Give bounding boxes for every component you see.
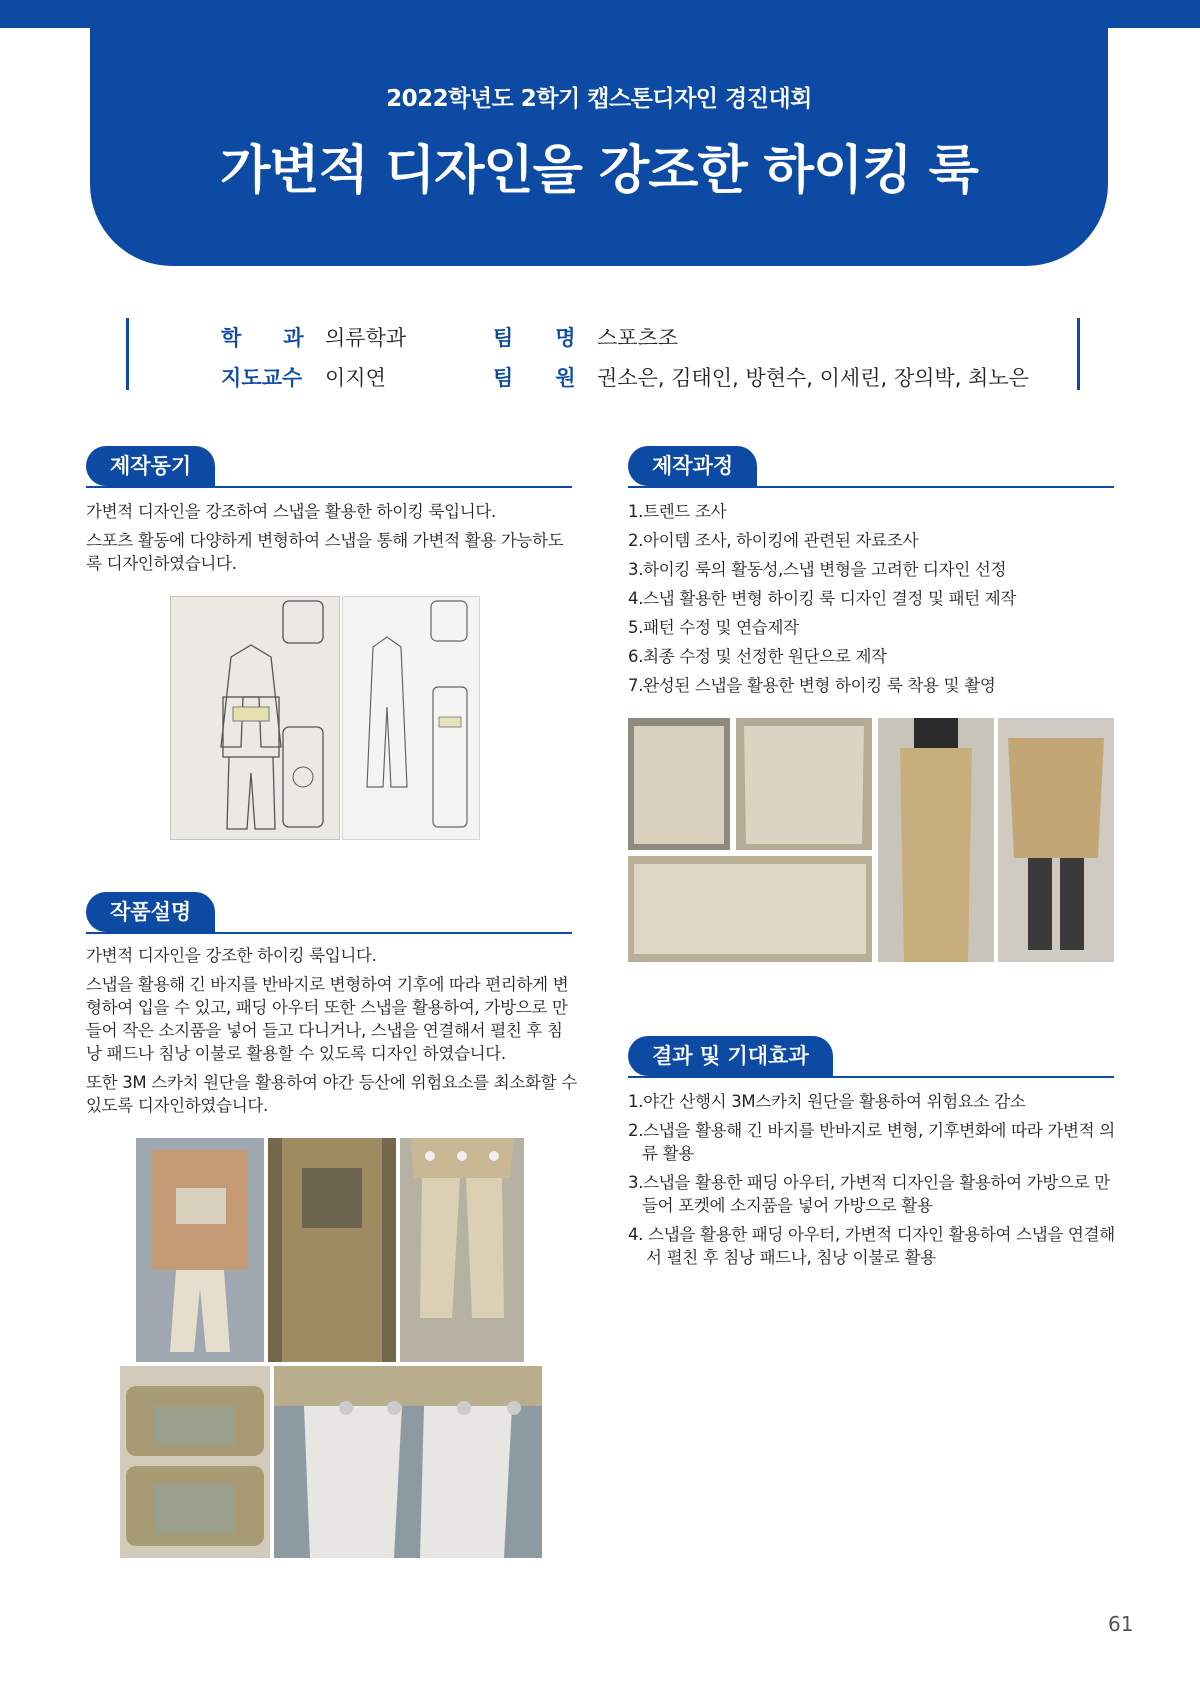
header-banner: [90, 0, 1108, 266]
team-value: 스포츠조: [597, 326, 679, 350]
members-label: 팀 원: [493, 366, 576, 390]
motivation-paragraph: 스포츠 활동에 다양하게 변형하여 스냅을 통해 가변적 활용 가능하도록 디자인하였습니다.: [86, 531, 564, 573]
snap-detail-photo: [274, 1366, 542, 1558]
dept-label: 학 과: [221, 326, 304, 350]
process-step: 4.스냅 활용한 변형 하이킹 룩 디자인 결정 및 패턴 제작: [628, 589, 1017, 608]
garment-photo: [400, 1138, 524, 1362]
page-number: 61: [1108, 1612, 1134, 1636]
muslin-pattern-photo: [628, 718, 730, 850]
description-heading: 작품설명: [86, 892, 215, 932]
motivation-heading: 제작동기: [86, 446, 215, 486]
process-step: 6.최종 수정 및 선정한 원단으로 제작: [628, 647, 887, 666]
description-section-header: [86, 892, 572, 934]
design-sketch-image: [170, 596, 340, 840]
motivation-section-header: [86, 446, 572, 488]
advisor-label: 지도교수: [221, 366, 303, 390]
advisor-value: 이지연: [325, 366, 386, 390]
process-step: 7.완성된 스냅을 활용한 변형 하이킹 룩 착용 및 촬영: [628, 676, 996, 695]
process-step: 3.하이킹 룩의 활동성,스냅 변형을 고려한 디자인 선정: [628, 560, 1007, 579]
description-text: [86, 944, 578, 1123]
motivation-text: [86, 500, 576, 581]
garment-photo: [136, 1138, 264, 1362]
process-section-header: [628, 446, 1114, 488]
process-step: 5.패턴 수정 및 연습제작: [628, 618, 799, 637]
page-title: 가변적 디자인을 강조한 하이킹 룩: [220, 141, 978, 201]
team-label: 팀 명: [493, 326, 576, 350]
header-subtitle: 2022학년도 2학기 캡스톤디자인 경진대회: [386, 86, 812, 112]
results-heading: 결과 및 기대효과: [628, 1036, 833, 1076]
process-steps: [628, 500, 1114, 703]
process-step: 1.트렌드 조사: [628, 502, 727, 521]
members-value: 권소은, 김태인, 방현수, 이세린, 장의박, 최노은: [597, 366, 1029, 390]
description-paragraph: 또한 3M 스카치 원단을 활용하여 야간 등산에 위험요소를 최소화할 수 있도록 디자인하였습니다.: [86, 1073, 577, 1115]
description-paragraph: 스냅을 활용해 긴 바지를 반바지로 변형하여 기후에 따라 편리하게 변형하여 입을 수 있고, 패딩 아우터 또한 스냅을 활용하여, 가방으로 만들어 작은 소지품을 넣어 들고 다니거나, 스냅을 연결해서 펼친 후 침낭 패드나 침낭 이불로 활용할 수 있도록 디자인 하였습니다.: [86, 975, 569, 1063]
results-section-header: [628, 1036, 1114, 1078]
results-list: [628, 1090, 1118, 1275]
project-info-box: [126, 318, 1080, 390]
design-sketch-image: [342, 596, 480, 840]
result-item: 3.스냅을 활용한 패딩 아우터, 가변적 디자인을 활용하여 가방으로 만들어 포켓에 소지품을 넣어 가방으로 활용: [628, 1173, 1110, 1215]
result-item: 2.스냅을 활용해 긴 바지를 반바지로 변형, 기후변화에 따라 가변적 의류 활용: [628, 1121, 1115, 1163]
muslin-pattern-photo: [628, 856, 872, 962]
final-garment-worn-photo: [878, 718, 994, 962]
final-garment-worn-photo: [998, 718, 1114, 962]
bag-photo: [120, 1366, 270, 1558]
process-heading: 제작과정: [628, 446, 757, 486]
description-paragraph: 가변적 디자인을 강조한 하이킹 룩입니다.: [86, 946, 377, 965]
process-step: 2.아이템 조사, 하이킹에 관련된 자료조사: [628, 531, 919, 550]
dept-value: 의류학과: [325, 326, 407, 350]
result-item: 4. 스냅을 활용한 패딩 아우터, 가변적 디자인 활용하여 스냅을 연결해서 펼친 후 침낭 패드나, 침낭 이불로 활용: [628, 1225, 1115, 1267]
muslin-pattern-photo: [736, 718, 872, 850]
garment-photo: [268, 1138, 396, 1362]
motivation-paragraph: 가변적 디자인을 강조하여 스냅을 활용한 하이킹 룩입니다.: [86, 502, 496, 521]
result-item: 1.야간 산행시 3M스카치 원단을 활용하여 위험요소 감소: [628, 1092, 1026, 1111]
